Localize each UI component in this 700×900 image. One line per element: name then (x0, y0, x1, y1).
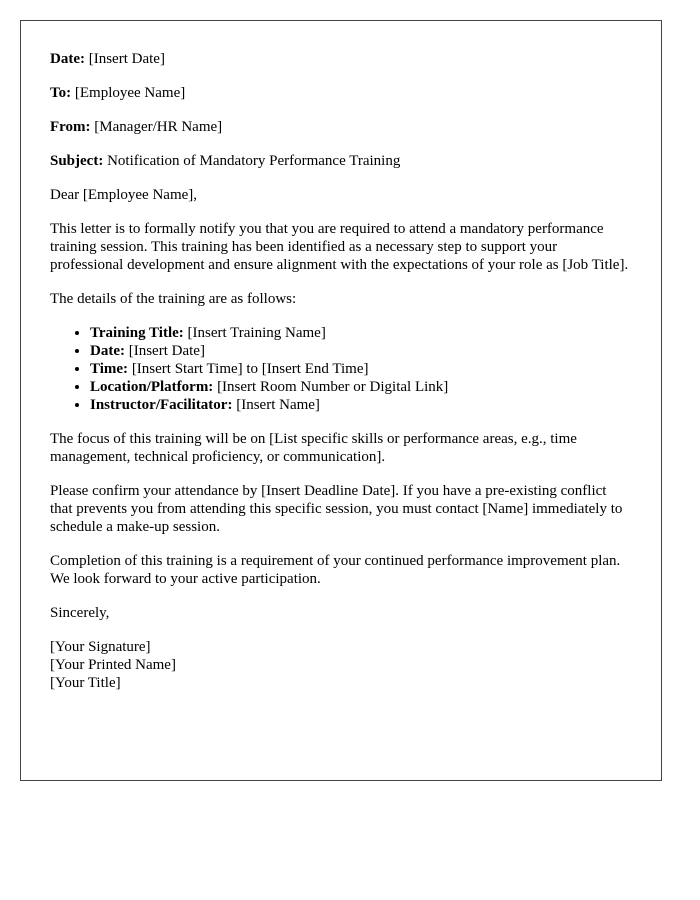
salutation: Dear [Employee Name], (50, 187, 198, 203)
detail-label: Time: (90, 361, 129, 377)
detail-value: [Insert Date] (124, 343, 205, 359)
detail-value: [Insert Training Name] (183, 325, 326, 341)
list-item (90, 360, 632, 378)
from-label: From: (50, 119, 91, 135)
subject-line (50, 152, 632, 170)
subject-label: Subject: (50, 153, 104, 169)
date-line (50, 50, 632, 68)
to-label: To: (50, 85, 72, 101)
details-intro: The details of the training are as follows: (50, 291, 297, 307)
intro-paragraph: This letter is to formally notify you that you are required to attend a mandatory performance training session. This training has been identified as a necessary step to support your professional development and ensure alignment with the expectations of your role as [Job Title]. (50, 221, 629, 273)
detail-value: [Insert Name] (232, 397, 320, 413)
detail-value: [Insert Start Time] to [Insert End Time] (128, 361, 369, 377)
list-item (90, 324, 632, 342)
detail-label: Training Title: (90, 325, 184, 341)
detail-label: Location/Platform: (90, 379, 214, 395)
date-value: [Insert Date] (84, 51, 165, 67)
printed-name: [Your Printed Name] (50, 657, 176, 673)
to-line (50, 84, 632, 102)
subject-value: Notification of Mandatory Performance Training (103, 153, 401, 169)
signer-title: [Your Title] (50, 675, 121, 691)
list-item (90, 342, 632, 360)
detail-label: Instructor/Facilitator: (90, 397, 233, 413)
detail-value: [Insert Room Number or Digital Link] (213, 379, 449, 395)
valediction: Sincerely, (50, 605, 110, 621)
list-item (90, 396, 632, 414)
focus-paragraph: The focus of this training will be on [List specific skills or performance areas, e.g., time management, technical proficiency, or communication]. (50, 431, 577, 465)
completion-paragraph: Completion of this training is a requirement of your continued performance improvement plan. We look forward to your active participation. (50, 553, 621, 587)
confirm-paragraph: Please confirm your attendance by [Insert Deadline Date]. If you have a pre-existing conflict that prevents you from attending this specific session, you must contact [Name] immediately to schedule a make-up session. (50, 483, 623, 535)
letter (20, 20, 662, 781)
signature-placeholder: [Your Signature] (50, 639, 151, 655)
training-details-list (50, 324, 632, 414)
to-value: [Employee Name] (71, 85, 186, 101)
list-item (90, 378, 632, 396)
from-value: [Manager/HR Name] (90, 119, 223, 135)
signature-block (50, 638, 632, 692)
date-label: Date: (50, 51, 85, 67)
from-line (50, 118, 632, 136)
detail-label: Date: (90, 343, 125, 359)
